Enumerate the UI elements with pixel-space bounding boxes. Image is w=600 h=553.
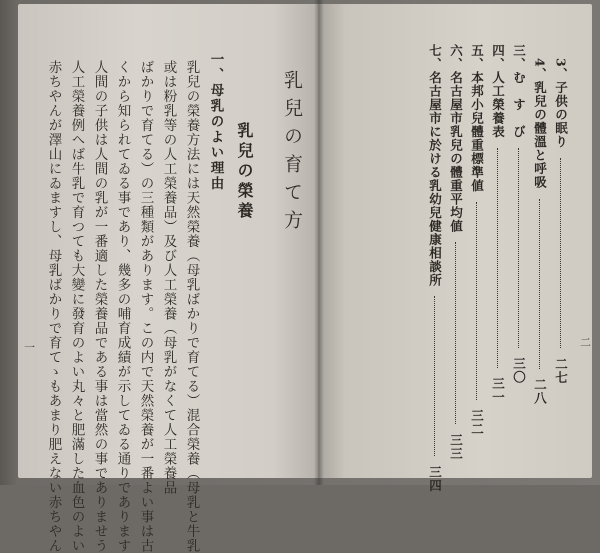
toc-label: 六、名古屋市乳兒の體重平均値 [448,44,464,233]
page-title: 乳兒の育て方 [281,70,303,238]
toc-page: 二七 [553,357,569,385]
toc-page: 三〇 [511,357,527,385]
toc-item [533,58,546,422]
paragraph-line: くから知られてゐる事であり、幾多の哺育成績が示してゐる通りであります [114,60,131,553]
toc-page: 二八 [532,377,548,405]
toc-page: 三二 [469,409,485,437]
toc-item [512,44,525,408]
toc-item [427,44,443,493]
paragraph-line: ばかりで育てる）の三種類があります。この内で天然榮養が一番よい事は古 [137,60,154,553]
toc-item [491,44,504,408]
toc-label: 3、子供の眠り [553,58,569,149]
paragraph-line: 人工榮養例へば牛乳で育つても大變に發育のよい丸々と肥滿した血色のよい [68,60,85,553]
toc-item [469,44,485,437]
paragraph-line: 乳兒の榮養方法には天然榮養（母乳ばかりで育てる）混合榮養（母乳と牛乳 [183,60,200,553]
toc-label: 四、人工榮養表 [490,44,506,139]
toc-label: 三、む す び [511,44,527,139]
toc-label: 五、本邦小兒體重標準値 [469,44,485,193]
toc-page: 三三 [448,433,464,461]
toc-label: 七、名古屋市に於ける乳幼兒健康相談所 [427,44,443,287]
toc-item [448,44,464,461]
page-number-right: 二 [580,336,591,349]
toc-item [554,58,567,422]
right-page [318,4,592,493]
left-page [18,4,318,553]
toc-page: 三一 [490,377,506,405]
paragraph-line: 或は粉乳等の人工榮養品）及び人工榮養（母乳がなくて人工榮養品 [160,60,177,495]
chapter-subtitle: 乳兒の榮養 [235,122,254,222]
book-gutter [314,0,324,485]
paragraph-line: 人間の子供は人間の乳が一番適した榮養品である事は當然の事でありませう [91,60,108,553]
toc-label: 4、乳兒の體溫と呼吸 [532,58,548,190]
section-heading: 一、母乳のよい理由 [207,52,224,192]
page-number-left: 一 [24,341,35,354]
paragraph-line: 赤ちやんが澤山にゐますし、母乳ばかりで育てゝもあまり肥えない赤ちやん [45,60,62,553]
toc-page: 三四 [427,465,443,493]
